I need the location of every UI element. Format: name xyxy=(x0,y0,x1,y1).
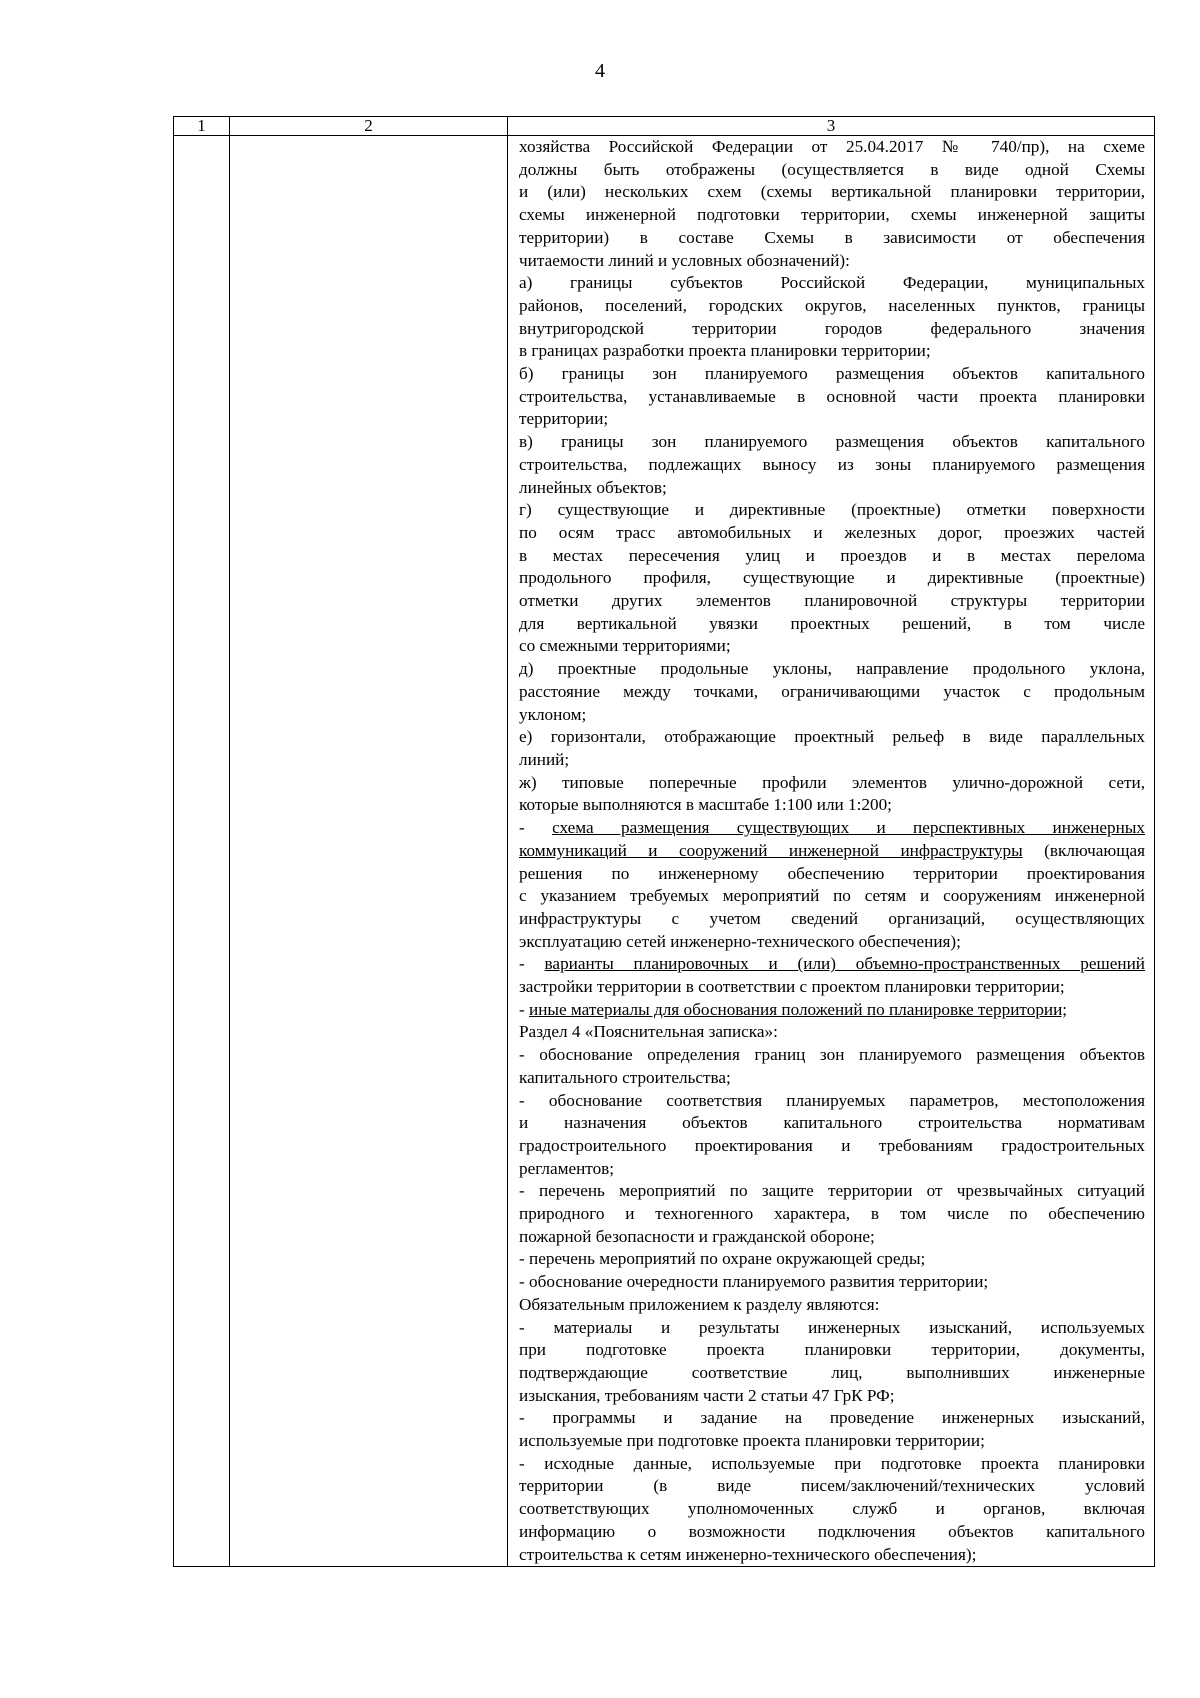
text-line: подтверждающие соответствие лиц, выполнивших инженерные xyxy=(519,1362,1145,1382)
text-line: Раздел 4 «Пояснительная записка»: xyxy=(519,1022,778,1042)
text-line: е) горизонтали, отображающие проектный рельеф в виде параллельных xyxy=(519,727,1145,747)
text-line: которые выполняются в масштабе 1:100 или 1:200; xyxy=(519,795,892,815)
text-line: используемые при подготовке проекта планировки территории; xyxy=(519,1431,985,1451)
text-line: уклоном; xyxy=(519,704,587,724)
text-line: градостроительного проектирования и требованиям градостроительных xyxy=(519,1135,1145,1155)
text-line: информацию о возможности подключения объектов капитального xyxy=(519,1521,1145,1541)
text-line: в границах разработки проекта планировки территории; xyxy=(519,341,931,361)
text-line: в местах пересечения улиц и проездов и в местах перелома xyxy=(519,545,1145,565)
text-line: пожарной безопасности и гражданской обороне; xyxy=(519,1226,875,1246)
text-line: соответствующих уполномоченных служб и органов, включая xyxy=(519,1499,1145,1519)
text-line: и (или) нескольких схем (схемы вертикальной планировки территории, xyxy=(519,182,1145,202)
page-number: 4 xyxy=(595,60,605,82)
text-line: эксплуатацию сетей инженерно-технического обеспечения); xyxy=(519,931,961,951)
text-line: хозяйства Российской Федерации от 25.04.2017 № 740/пр), на схеме xyxy=(519,137,1145,156)
text-line: - обоснование определения границ зон планируемого размещения объектов xyxy=(519,1045,1145,1065)
text-line: регламентов; xyxy=(519,1158,615,1178)
text-line: и назначения объектов капитального строительства нормативам xyxy=(519,1113,1145,1133)
text-line: - программы и задание на проведение инженерных изысканий, xyxy=(519,1408,1145,1428)
text-line: должны быть отображены (осуществляется в виде одной Схемы xyxy=(519,159,1145,179)
text-line: районов, поселений, городских округов, населенных пунктов, границы xyxy=(519,295,1145,315)
text-line: при подготовке проекта планировки территории, документы, xyxy=(519,1340,1145,1360)
text-line: продольного профиля, существующие и директивные (проектные) xyxy=(519,568,1145,588)
text-line: расстояние между точками, ограничивающими участок с продольным xyxy=(519,681,1145,701)
text-line: линейных объектов; xyxy=(519,477,667,497)
table-cell-1 xyxy=(174,136,230,1567)
text-line: территории (в виде писем/заключений/технических условий xyxy=(519,1476,1145,1496)
text-line: - перечень мероприятий по защите территории от чрезвычайных ситуаций xyxy=(519,1181,1145,1201)
document-table xyxy=(173,116,1155,1567)
text-line: г) существующие и директивные (проектные) отметки поверхности xyxy=(519,500,1145,520)
text-line: - иные материалы для обоснования положений по планировке территории; xyxy=(519,999,1068,1019)
column-header-2: 2 xyxy=(230,117,508,136)
text-line: - перечень мероприятий по охране окружающей среды; xyxy=(519,1249,926,1269)
text-line: решения по инженерному обеспечению территории проектирования xyxy=(519,863,1145,883)
text-line: капитального строительства; xyxy=(519,1067,731,1087)
text-line: - материалы и результаты инженерных изысканий, используемых xyxy=(519,1317,1145,1337)
text-line: строительства к сетям инженерно-технического обеспечения); xyxy=(519,1544,977,1564)
table-row xyxy=(174,136,1155,1567)
text-line: природного и техногенного характера, в том числе по обеспечению xyxy=(519,1204,1145,1224)
text-line: читаемости линий и условных обозначений): xyxy=(519,250,850,270)
text-line: отметки других элементов планировочной структуры территории xyxy=(519,591,1145,611)
text-line: с указанием требуемых мероприятий по сетям и сооружениям инженерной xyxy=(519,886,1145,906)
text-line: ж) типовые поперечные профили элементов улично-дорожной сети, xyxy=(519,772,1145,792)
text-line: со смежными территориями; xyxy=(519,636,731,656)
cell-content xyxy=(519,136,1145,1566)
text-line: инфраструктуры с учетом сведений организаций, осуществляющих xyxy=(519,908,1145,928)
text-line: строительства, устанавливаемые в основной части проекта планировки xyxy=(519,386,1145,406)
text-line: - исходные данные, используемые при подготовке проекта планировки xyxy=(519,1453,1145,1473)
text-line: для вертикальной увязки проектных решений, в том числе xyxy=(519,613,1145,633)
text-line: - варианты планировочных и (или) объемно-пространственных решений xyxy=(519,954,1145,974)
column-header-1: 1 xyxy=(174,117,230,136)
text-line: застройки территории в соответствии с проектом планировки территории; xyxy=(519,977,1065,997)
text-line: в) границы зон планируемого размещения объектов капитального xyxy=(519,432,1145,452)
text-line: территории) в составе Схемы в зависимости от обеспечения xyxy=(519,227,1145,247)
table-cell-3 xyxy=(508,136,1155,1567)
text-line: - обоснование соответствия планируемых параметров, местоположения xyxy=(519,1090,1145,1110)
text-line: - схема размещения существующих и перспективных инженерных xyxy=(519,818,1145,838)
text-line: д) проектные продольные уклоны, направление продольного уклона, xyxy=(519,659,1145,679)
text-line: схемы инженерной подготовки территории, схемы инженерной защиты xyxy=(519,205,1145,225)
text-line: линий; xyxy=(519,749,570,769)
text-line: изыскания, требованиям части 2 статьи 47 ГрК РФ; xyxy=(519,1385,895,1405)
text-line: по осям трасс автомобильных и железных дорог, проезжих частей xyxy=(519,522,1145,542)
text-line: Обязательным приложением к разделу являются: xyxy=(519,1294,880,1314)
text-line: б) границы зон планируемого размещения объектов капитального xyxy=(519,364,1145,384)
text-line: территории; xyxy=(519,409,609,429)
column-header-3: 3 xyxy=(508,117,1155,136)
table-cell-2 xyxy=(230,136,508,1567)
text-line: а) границы субъектов Российской Федерации, муниципальных xyxy=(519,273,1145,293)
table-header-row xyxy=(174,117,1155,136)
text-line: внутригородской территории городов федерального значения xyxy=(519,318,1145,338)
text-line: коммуникаций и сооружений инженерной инфраструктуры (включающая xyxy=(519,840,1145,860)
text-line: - обоснование очередности планируемого развития территории; xyxy=(519,1272,989,1292)
text-line: строительства, подлежащих выносу из зоны планируемого размещения xyxy=(519,454,1145,474)
